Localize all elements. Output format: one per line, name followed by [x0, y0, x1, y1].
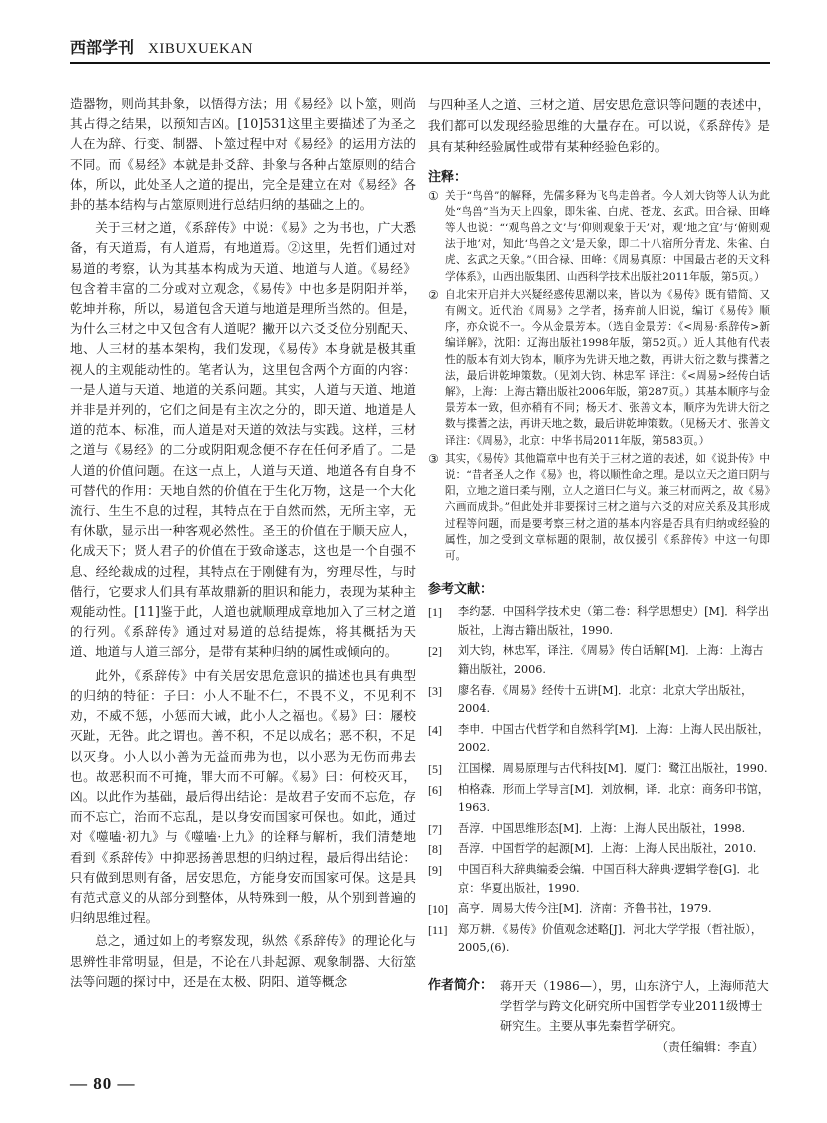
note-mark: ③: [428, 451, 439, 466]
body-paragraph: 此外，《系辞传》中有关居安思危意识的描述也具有典型的归纳的特征：子曰：小人不耻不仁，不畏不义，不见利不劝，不威不惩，小惩而大诫，此小人之福也。《易》曰：屦校灭趾，无咎。此之谓也。善不积，不足以成名；恶不积，不足以灭身。小人以小善为无益而弗为也，以小恶为无伤而弗去也。故恶积而不可掩，罪大而不可解。《易》曰：何校灭耳，凶。以此作为基础，最后得出结论：是故君子安而不忘危，存而不忘亡，治而不忘乱，是以身安而国家可保也。如此，通过对《噬嗑·初九》与《噬嗑·上九》的诠释与解析，我们清楚地看到《系辞传》中抑恶扬善思想的归纳过程，最后得出结论：只有做到思则有备，居安思危，方能身安而国家可保。这是具有范式意义的从部分到整体，从特殊到一般，从个别到普遍的归纳思维过程。: [70, 667, 416, 926]
reference-number: [7]: [428, 821, 442, 836]
body-paragraph: 造器物，则尚其卦象，以悟得方法；用《易经》以卜筮，则尚其占得之结果，以预知吉凶。[10]531这里主要描述了为圣之人在为辞、行变、制器、卜筮过程中对《易经》的运用方法的不同。而《易经》本就是卦爻辞、卦象与各种占筮原则的结合体，所以，此处圣人之道的提出，完全是建立在对《易经》各卦的基本结构与占筮原则进行总结归纳的基础之上的。: [70, 96, 416, 213]
editor-credit: （责任编辑：李直）: [655, 1039, 764, 1054]
reference-text: 中国百科大辞典编委会编．中国百科大辞典·逻辑学卷[G]．北京：华夏出版社，1990.: [458, 863, 759, 895]
references-heading: 参考文献：: [428, 582, 494, 598]
reference-number: [11]: [428, 922, 448, 937]
reference-text: 江国樑．周易原理与古代科技[M]．厦门：鹭江出版社，1990.: [458, 762, 768, 776]
reference-number: [10]: [428, 902, 448, 917]
running-header: [70, 32, 770, 58]
reference-number: [1]: [428, 605, 442, 620]
author-bio: [428, 976, 770, 1036]
reference-text: 吾淳．中国思维形态[M]．上海：上海人民出版社，1998.: [458, 821, 746, 835]
reference-number: [2]: [428, 644, 442, 659]
note-mark: ②: [428, 287, 439, 302]
reference-item: [428, 861, 770, 898]
reference-text: 郑万耕．《易传》价值观念述略[J]．河北大学学报（哲社版），2005,(6).: [458, 922, 763, 955]
note-text: 自北宋开启并大兴疑经惑传思潮以来，皆以为《易传》既有错简、又有阙文。近代治《周易》之学者，扬弃前人旧说，编订《易传》顺序，亦众说不一。今从金景芳本。（选自金景芳：《<周易·系辞传>新编详解》，沈阳：辽海出版社1998年版，第52页。）近人其他有代表性的版本有刘大钧本，顺序为先讲天地之数，再讲大衍之数与揲蓍之法，最后讲乾坤策数。（见刘大钧、林忠军 译注：《<周易>经传白话解》，上海：上海古籍出版社2006年版，第287页。）其基本顺序与金景芳本一致，但亦稍有不同；杨天才、张善文本，顺序为先讲大衍之数与揲蓍之法，再讲天地之数，最后讲乾坤策数。（见杨天才、张善文 译注：《周易》，北京：中华书局2011年版，第583页。）: [445, 288, 770, 447]
left-column: [70, 94, 416, 995]
header-rule: [70, 62, 770, 64]
reference-item: [428, 781, 770, 818]
reference-item: [428, 603, 770, 640]
author-bio-text: 蒋开天（1986—），男，山东济宁人，上海师范大学哲学与跨文化研究所中国哲学专业2011级博士研究生。主要从事先秦哲学研究。: [500, 978, 769, 1033]
reference-item: [428, 682, 770, 719]
reference-item: [428, 642, 770, 679]
reference-item: [428, 900, 770, 919]
reference-text: 廖名春．《周易》经传十五讲[M]．北京：北京大学出版社，2004.: [458, 683, 753, 716]
note-text: 其实，《易传》其他篇章中也有关于三材之道的表述，如《说卦传》中说：“昔者圣人之作《易》也，将以顺性命之理。是以立天之道曰阴与阳，立地之道曰柔与刚，立人之道曰仁与义。兼三材而两之，故《易》六画而成卦。”但此处并非要探讨三材之道与六爻的对应关系及其形成过程等问题，而是要考察三材之道的基本内容是否具有归纳或经验的属性，加之受到文章标题的限制，故仅援引《系辞传》中这一句即可。: [445, 452, 770, 563]
reference-text: 李申．中国古代哲学和自然科学[M]．上海：上海人民出版社，2002.: [458, 722, 770, 755]
reference-text: 李约瑟．中国科学技术史（第二卷：科学思想史）[M]．科学出版社，上海古籍出版社，1990.: [458, 605, 770, 637]
note-text: 关于“鸟兽”的解释，先儒多释为飞鸟走兽者。今人刘大钧等人认为此处“鸟兽”当为天上四象，即朱雀、白虎、苍龙、玄武。田合禄、田峰等人也说：“‘观鸟兽之文’与‘仰则观象于天’对，观‘地之宜’与‘俯则观法于地’对，知此‘鸟兽之文’是天象，即二十八宿所分青龙、朱雀、白虎、玄武之天象。”（田合禄、田峰：《周易真原：中国最古老的天文科学体系》，山西出版集团、山西科学技术出版社2011年版，第5页。）: [445, 189, 770, 283]
reference-item: [428, 721, 770, 758]
note-mark: ①: [428, 188, 439, 203]
body-paragraph: 总之，通过如上的考察发现，纵然《系辞传》的理论化与思辨性非常明显，但是，不论在八卦起源、观象制器、大衍筮法等问题的探讨中，还是在太极、阴阳、道等概念: [70, 933, 416, 989]
reference-number: [6]: [428, 782, 442, 797]
reference-number: [8]: [428, 842, 442, 857]
notes-heading: 注释：: [428, 169, 468, 185]
reference-number: [5]: [428, 762, 442, 777]
note-item: [428, 287, 770, 449]
reference-item: [428, 820, 770, 839]
reference-number: [4]: [428, 722, 442, 737]
note-item: [428, 451, 770, 564]
reference-number: [3]: [428, 683, 442, 698]
journal-name-cn: 西部学刊: [70, 38, 135, 57]
right-column: [428, 94, 770, 1055]
body-paragraph: 与四种圣人之道、三材之道、居安思危意识等问题的表述中，我们都可以发现经验思维的大量存在。可以说，《系辞传》是具有某种经验属性或带有某种经验色彩的。: [428, 97, 770, 155]
reference-number: [9]: [428, 863, 442, 877]
reference-item: [428, 840, 770, 859]
page-number: — 80 —: [70, 1074, 136, 1093]
note-item: [428, 188, 770, 285]
reference-item: [428, 760, 770, 779]
body-paragraph: 关于三材之道，《系辞传》中说：《易》之为书也，广大悉备，有天道焉，有人道焉，有地道焉。②这里，先哲们通过对易道的考察，认为其基本构成为天道、地道与人道。《易经》包含着丰富的二分或对立观念，《易传》中也多是阴阳并举，乾坤并称，所以，易道包含天道与地道是理所当然的。但是，为什么三材之中又包含有人道呢？撇开以六爻爻位分别配天、地、人三材的基本架构，我们发现，《易传》本身就是极其重视人的主观能动性的。笔者认为，这里包含两个方面的内容：一是人道与天道、地道的关系问题。其实，人道与天道、地道并非是并列的，它们之间是有主次之分的，即天道、地道是人道的范本、标准，而人道是对天道的效法与实践。这样，三材之道与《易经》的二分或阴阳观念便不存在任何矛盾了。二是人道的价值问题。在这一点上，人道与天道、地道各有自身不可替代的作用：天地自然的价值在于生化万物，这是一个大化流行、生生不息的过程，其特点在于自然而然，无所主宰，无有休歇，显示出一种客观必然性。圣王的价值在于顺天应人，化成天下；贤人君子的价值在于致命遂志，这也是一个自强不息、经纶裁成的过程，其特点在于刚健有为，穷理尽性，与时偕行，它要求人们具有革故鼎新的胆识和能力，表现为某种主观能动性。[11]鉴于此，人道也就顺理成章地加入了三材之道的行列。《系辞传》通过对易道的总结提炼，将其概括为天道、地道与人道三部分，是带有某种归纳的属性或倾向的。: [70, 220, 416, 660]
reference-text: 吾淳．中国哲学的起源[M]．上海：上海人民出版社，2010.: [458, 842, 757, 856]
reference-item: [428, 921, 770, 958]
author-bio-label: 作者简介：: [428, 977, 494, 993]
reference-text: 柏格森．形而上学导言[M]．刘放桐，译．北京：商务印书馆，1963.: [458, 782, 770, 815]
reference-text: 高亨．周易大传今注[M]．济南：齐鲁书社，1979.: [458, 902, 712, 916]
journal-name-en: XIBUXUEKAN: [148, 41, 254, 57]
reference-text: 刘大钧，林忠军，译注．《周易》传白话解[M]．上海：上海古籍出版社，2006.: [458, 644, 764, 677]
